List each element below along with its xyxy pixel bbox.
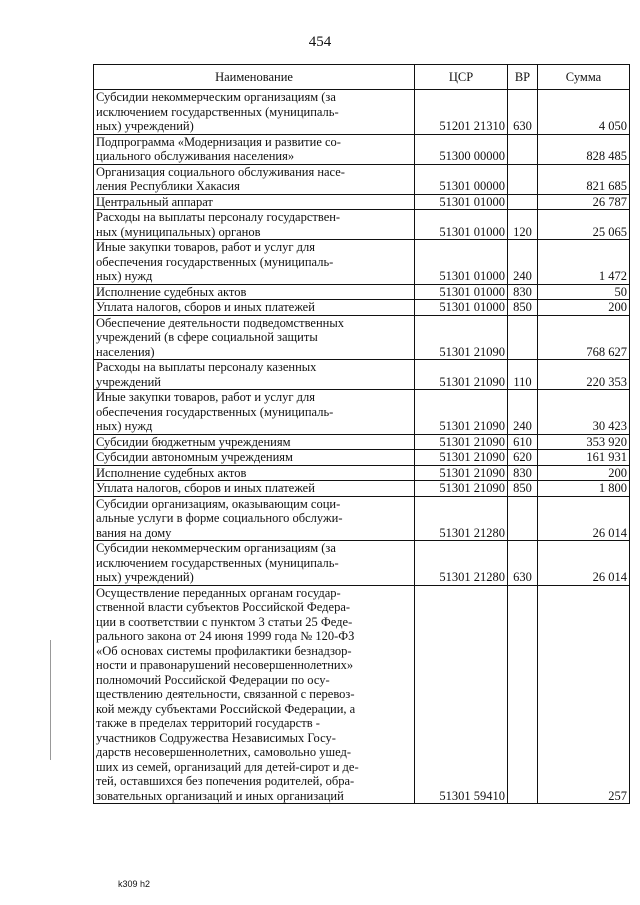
row-sum: 50 [538,284,630,300]
row-csr: 51301 21090 [415,481,508,497]
budget-table [93,64,630,804]
table-row [94,90,630,135]
table-row [94,390,630,435]
row-sum: 768 627 [538,315,630,360]
row-csr: 51301 59410 [415,585,508,804]
row-vr: 630 [508,541,538,586]
table-row [94,134,630,164]
row-name: Исполнение судебных актов [94,465,415,481]
column-header-sum: Сумма [538,65,630,90]
row-csr: 51301 01000 [415,284,508,300]
row-vr: 620 [508,450,538,466]
row-sum: 200 [538,300,630,316]
row-name: Обеспечение деятельности подведомственных учреждений (в сфере социальной защиты населения) [94,315,415,360]
row-name: Субсидии некоммерческим организациям (за исключением государственных (муниципаль- ных) учреждений) [94,541,415,586]
table-row [94,284,630,300]
row-name: Расходы на выплаты персоналу государствен- ных (муниципальных) органов [94,210,415,240]
row-sum: 161 931 [538,450,630,466]
row-vr: 110 [508,360,538,390]
row-csr: 51301 01000 [415,194,508,210]
row-csr: 51201 21310 [415,90,508,135]
row-sum: 30 423 [538,390,630,435]
table-row [94,434,630,450]
row-vr [508,496,538,541]
table-row [94,585,630,804]
table-row [94,315,630,360]
row-name: Расходы на выплаты персоналу казенных учреждений [94,360,415,390]
row-name: Организация социального обслуживания насе- ления Республики Хакасия [94,164,415,194]
row-name: Центральный аппарат [94,194,415,210]
row-csr: 51301 21280 [415,496,508,541]
row-csr: 51301 01000 [415,210,508,240]
table-row [94,194,630,210]
row-sum: 821 685 [538,164,630,194]
row-csr: 51301 01000 [415,300,508,316]
row-name: Уплата налогов, сборов и иных платежей [94,481,415,497]
row-vr: 850 [508,300,538,316]
column-header-csr: ЦСР [415,65,508,90]
footer-code: k309 h2 [118,879,151,889]
column-header-name: Наименование [94,65,415,90]
row-csr: 51301 21280 [415,541,508,586]
row-vr: 240 [508,240,538,285]
table-row [94,450,630,466]
table-row [94,481,630,497]
row-sum: 26 787 [538,194,630,210]
row-csr: 51301 21090 [415,465,508,481]
row-csr: 51301 00000 [415,164,508,194]
row-name: Осуществление переданных органам государ- ственной власти субъектов Российской Федера- ции в соответствии с пунктом 3 статьи 25 Феде- рального закона от 24 июня 1999 года № 120-ФЗ «Об основах системы профилактики безнадзор- ности и правонарушений несовершеннолетних» полномочий Российской Федерации по осу- ществлению деятельности, связанной с перевоз- кой между субъектами Российской Федерации, а также в пределах территорий государств - участников Содружества Независимых Госу- дарств несовершеннолетних, самовольно ушед- ших из семей, организаций для детей-сирот и де- тей, оставшихся без попечения родителей, обра- зовательных организаций и иных организаций [94,585,415,804]
row-sum: 257 [538,585,630,804]
table-row [94,240,630,285]
row-vr: 630 [508,90,538,135]
table-row [94,465,630,481]
scan-margin-mark [50,640,51,760]
row-vr: 830 [508,284,538,300]
row-csr: 51301 21090 [415,434,508,450]
row-sum: 1 800 [538,481,630,497]
row-name: Уплата налогов, сборов и иных платежей [94,300,415,316]
row-name: Иные закупки товаров, работ и услуг для обеспечения государственных (муниципаль- ных) нужд [94,390,415,435]
row-vr [508,134,538,164]
row-name: Субсидии организациям, оказывающим соци- альные услуги в форме социального обслужи- вания на дому [94,496,415,541]
row-name: Иные закупки товаров, работ и услуг для обеспечения государственных (муниципаль- ных) нужд [94,240,415,285]
row-vr [508,194,538,210]
row-csr: 51301 01000 [415,240,508,285]
row-vr [508,585,538,804]
table-row [94,210,630,240]
table-row [94,164,630,194]
row-sum: 200 [538,465,630,481]
table-row [94,360,630,390]
row-sum: 25 065 [538,210,630,240]
row-csr: 51300 00000 [415,134,508,164]
row-sum: 220 353 [538,360,630,390]
row-sum: 26 014 [538,496,630,541]
row-name: Субсидии автономным учреждениям [94,450,415,466]
row-csr: 51301 21090 [415,390,508,435]
row-name: Подпрограмма «Модернизация и развитие со- циального обслуживания населения» [94,134,415,164]
row-name: Субсидии некоммерческим организациям (за исключением государственных (муниципаль- ных) учреждений) [94,90,415,135]
row-csr: 51301 21090 [415,315,508,360]
row-sum: 353 920 [538,434,630,450]
row-vr: 850 [508,481,538,497]
table-row [94,496,630,541]
row-vr: 610 [508,434,538,450]
row-vr [508,315,538,360]
page-number: 454 [308,34,332,50]
row-sum: 828 485 [538,134,630,164]
row-name: Исполнение судебных актов [94,284,415,300]
row-sum: 1 472 [538,240,630,285]
row-csr: 51301 21090 [415,360,508,390]
row-vr: 240 [508,390,538,435]
row-vr: 120 [508,210,538,240]
row-name: Субсидии бюджетным учреждениям [94,434,415,450]
table-row [94,541,630,586]
table-header-row [94,65,630,90]
row-sum: 4 050 [538,90,630,135]
column-header-vr: ВР [508,65,538,90]
row-vr: 830 [508,465,538,481]
row-csr: 51301 21090 [415,450,508,466]
row-sum: 26 014 [538,541,630,586]
row-vr [508,164,538,194]
table-row [94,300,630,316]
